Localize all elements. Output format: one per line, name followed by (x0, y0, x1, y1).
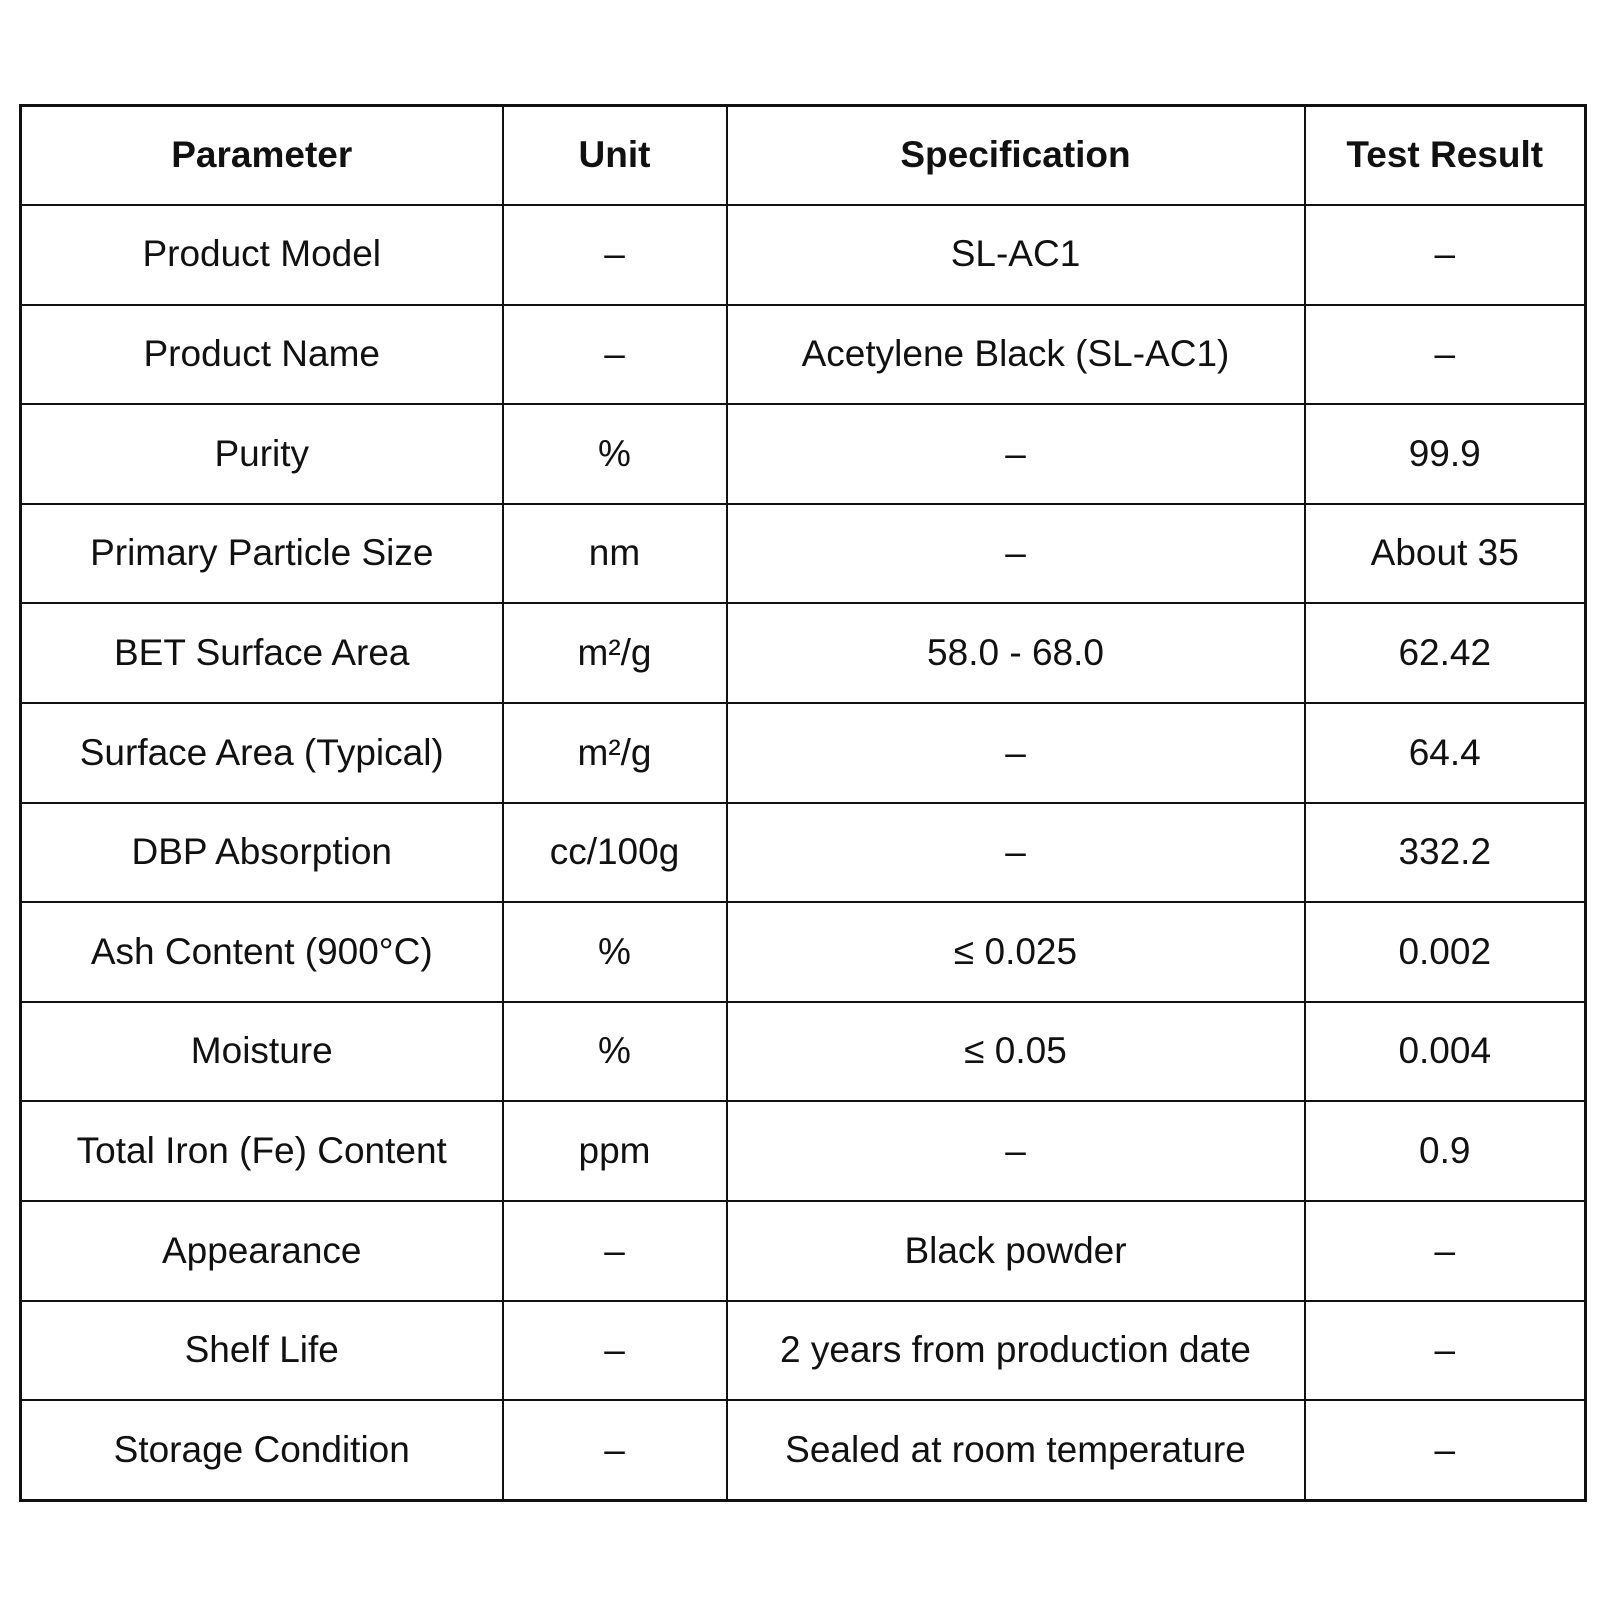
cell-parameter: Ash Content (900°C) (21, 902, 503, 1002)
table-body (21, 205, 1586, 1501)
cell-parameter: Product Model (21, 205, 503, 305)
cell-parameter: BET Surface Area (21, 603, 503, 703)
cell-test-result: 62.42 (1305, 603, 1586, 703)
cell-unit: % (503, 902, 727, 1002)
cell-test-result: – (1305, 1201, 1586, 1301)
cell-unit: – (503, 1400, 727, 1500)
cell-test-result: About 35 (1305, 504, 1586, 604)
table-row (21, 902, 1586, 1002)
cell-test-result: – (1305, 1400, 1586, 1500)
cell-specification: – (727, 803, 1305, 903)
table-row (21, 603, 1586, 703)
cell-unit: – (503, 205, 727, 305)
cell-parameter: Purity (21, 404, 503, 504)
cell-unit: % (503, 404, 727, 504)
table-row (21, 205, 1586, 305)
cell-specification: Sealed at room temperature (727, 1400, 1305, 1500)
cell-unit: % (503, 1002, 727, 1102)
cell-test-result: 0.9 (1305, 1101, 1586, 1201)
cell-specification: – (727, 703, 1305, 803)
cell-parameter: Product Name (21, 305, 503, 405)
table-header-row (21, 106, 1586, 206)
cell-specification: Black powder (727, 1201, 1305, 1301)
cell-specification: ≤ 0.05 (727, 1002, 1305, 1102)
cell-test-result: – (1305, 305, 1586, 405)
cell-specification: 2 years from production date (727, 1301, 1305, 1401)
table-row (21, 1101, 1586, 1201)
cell-unit: – (503, 1201, 727, 1301)
cell-unit: ppm (503, 1101, 727, 1201)
table-row (21, 504, 1586, 604)
cell-test-result: 99.9 (1305, 404, 1586, 504)
table-row (21, 1301, 1586, 1401)
cell-parameter: DBP Absorption (21, 803, 503, 903)
cell-unit: m²/g (503, 703, 727, 803)
cell-test-result: – (1305, 205, 1586, 305)
cell-unit: – (503, 1301, 727, 1401)
table-row (21, 404, 1586, 504)
cell-specification: SL-AC1 (727, 205, 1305, 305)
cell-test-result: 332.2 (1305, 803, 1586, 903)
header-test-result: Test Result (1305, 106, 1586, 206)
cell-unit: nm (503, 504, 727, 604)
table-row (21, 1400, 1586, 1500)
cell-test-result: 0.002 (1305, 902, 1586, 1002)
cell-specification: Acetylene Black (SL-AC1) (727, 305, 1305, 405)
cell-unit: m²/g (503, 603, 727, 703)
cell-parameter: Appearance (21, 1201, 503, 1301)
specification-table (19, 104, 1587, 1502)
cell-parameter: Surface Area (Typical) (21, 703, 503, 803)
cell-specification: ≤ 0.025 (727, 902, 1305, 1002)
cell-test-result: – (1305, 1301, 1586, 1401)
cell-specification: – (727, 504, 1305, 604)
table-row (21, 703, 1586, 803)
header-specification: Specification (727, 106, 1305, 206)
cell-parameter: Moisture (21, 1002, 503, 1102)
cell-parameter: Shelf Life (21, 1301, 503, 1401)
table-row (21, 1201, 1586, 1301)
cell-parameter: Primary Particle Size (21, 504, 503, 604)
header-unit: Unit (503, 106, 727, 206)
cell-specification: – (727, 1101, 1305, 1201)
table-row (21, 1002, 1586, 1102)
cell-unit: cc/100g (503, 803, 727, 903)
cell-unit: – (503, 305, 727, 405)
cell-parameter: Storage Condition (21, 1400, 503, 1500)
cell-specification: 58.0 - 68.0 (727, 603, 1305, 703)
cell-test-result: 0.004 (1305, 1002, 1586, 1102)
cell-parameter: Total Iron (Fe) Content (21, 1101, 503, 1201)
cell-test-result: 64.4 (1305, 703, 1586, 803)
table-row (21, 803, 1586, 903)
table-row (21, 305, 1586, 405)
cell-specification: – (727, 404, 1305, 504)
header-parameter: Parameter (21, 106, 503, 206)
